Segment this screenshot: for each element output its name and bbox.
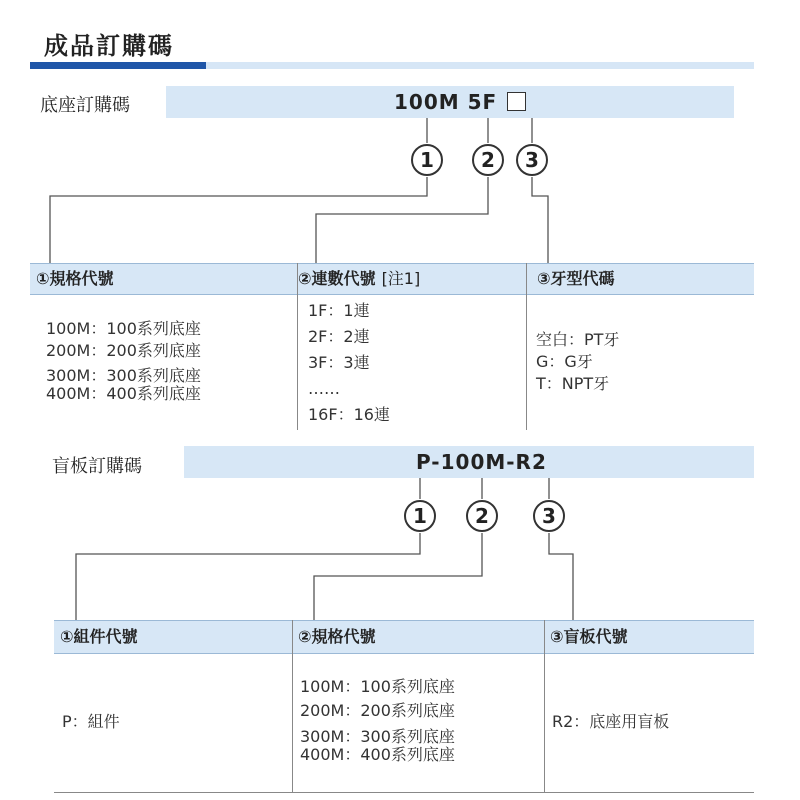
base-count-list [308, 298, 390, 428]
list-item: 400M：400系列底座 [300, 745, 455, 764]
list-item: 100M：100系列底座 [46, 319, 201, 338]
blank-spec-list [300, 676, 455, 766]
base-table-header [30, 263, 754, 295]
list-item: 1F：1連 [308, 301, 370, 320]
blank-component-list [62, 711, 120, 733]
blank-connector-3-down [549, 533, 573, 620]
base-header-thread: ③牙型代碼 [537, 269, 615, 288]
blank-plate-list [552, 711, 669, 733]
list-item: 200M：200系列底座 [46, 341, 201, 360]
list-item: P：組件 [62, 712, 120, 731]
blank-code-band [184, 446, 754, 478]
list-item: G：G牙 [536, 352, 593, 371]
base-connector-2-down [316, 177, 488, 263]
list-item: 2F：2連 [308, 327, 370, 346]
blank-table-bottom-border [54, 792, 754, 793]
blank-header-spec: ②規格代號 [298, 627, 376, 646]
list-item: 16F：16連 [308, 405, 390, 424]
base-circle-1: 1 [411, 144, 443, 176]
base-header-spec: ①規格代號 [36, 269, 114, 288]
blank-circle-1: 1 [404, 500, 436, 532]
blank-table-header [54, 620, 754, 654]
blank-circle-2: 2 [466, 500, 498, 532]
blank-header-component: ①組件代號 [60, 627, 138, 646]
base-code-text: 100M 5F [394, 90, 498, 114]
list-item: 200M：200系列底座 [300, 701, 455, 720]
list-item: T：NPT牙 [536, 374, 610, 393]
base-code-label: 底座訂購碼 [40, 95, 130, 116]
page-title: 成品訂購碼 [44, 32, 174, 60]
list-item: 400M：400系列底座 [46, 384, 201, 403]
list-item: 300M：300系列底座 [46, 366, 201, 385]
blank-connector-2-down [314, 533, 482, 620]
list-item: 3F：3連 [308, 353, 370, 372]
base-col-divider-2 [526, 263, 527, 430]
base-header-count [298, 264, 420, 294]
base-circle-2: 2 [472, 144, 504, 176]
list-item: 空白：PT牙 [536, 330, 620, 349]
blank-code-label: 盲板訂購碼 [52, 456, 142, 477]
base-spec-list [46, 318, 201, 405]
base-connector-3-down [532, 177, 548, 263]
list-item: 300M：300系列底座 [300, 727, 455, 746]
blank-col-divider-2 [544, 620, 545, 792]
blank-code: P-100M-R2 [416, 450, 547, 474]
base-connector-1-down [50, 177, 427, 263]
base-header-count-label: ②連數代號 [298, 269, 376, 288]
base-code-band [166, 86, 734, 118]
base-thread-list [536, 329, 619, 395]
base-header-count-note: [注1] [381, 269, 421, 288]
list-item: …… [308, 379, 340, 398]
list-item: 100M：100系列底座 [300, 677, 455, 696]
blank-header-plate: ③盲板代號 [550, 627, 628, 646]
base-code [394, 90, 526, 114]
base-code-blank-box [507, 92, 526, 111]
blank-col-divider-1 [292, 620, 293, 792]
blank-circle-3: 3 [533, 500, 565, 532]
list-item: R2：底座用盲板 [552, 712, 670, 731]
base-circle-3: 3 [516, 144, 548, 176]
base-col-divider-1 [297, 263, 298, 430]
